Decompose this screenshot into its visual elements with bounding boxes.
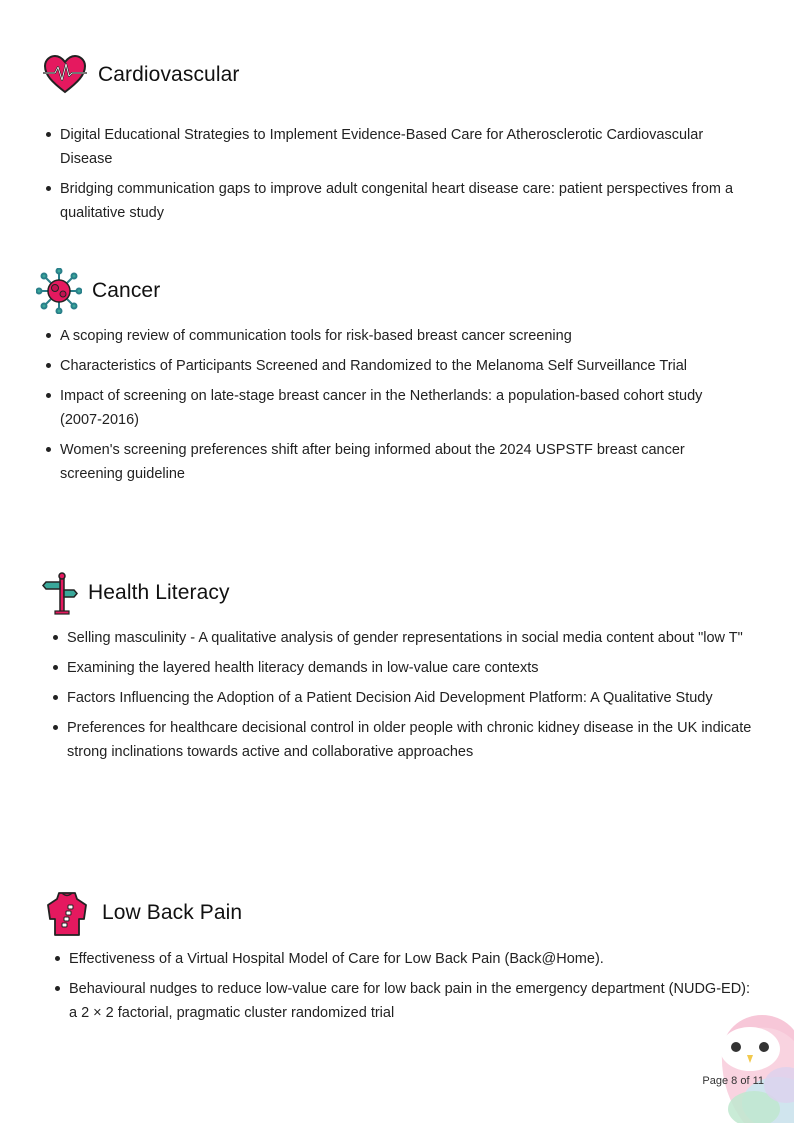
heart-pulse-icon (42, 52, 88, 98)
section-title-health-literacy: Health Literacy (88, 581, 230, 604)
section-title-cancer: Cancer (92, 279, 161, 302)
list-item: Behavioural nudges to reduce low-value care for low back pain in the emergency department (NUDG-ED): a 2 × 2 factorial, pragmatic cluster randomized trial (55, 977, 755, 1025)
health-literacy-list (53, 626, 753, 770)
cancer-cell-icon (36, 268, 82, 314)
section-header-cardiovascular (42, 52, 239, 98)
list-item: Selling masculinity - A qualitative analysis of gender representations in social media content about "low T" (53, 626, 753, 650)
list-item: Preferences for healthcare decisional control in older people with chronic kidney disease in the UK indicate strong inclinations towards active and collaborative approaches (53, 716, 753, 764)
list-item: Examining the layered health literacy demands in low-value care contexts (53, 656, 753, 680)
list-item: Factors Influencing the Adoption of a Patient Decision Aid Development Platform: A Qualitative Study (53, 686, 753, 710)
list-item: Women's screening preferences shift after being informed about the 2024 USPSTF breast cancer screening guideline (46, 438, 746, 486)
cancer-list (46, 324, 746, 492)
section-header-cancer (36, 268, 160, 314)
signpost-icon (40, 570, 86, 616)
owl-mascot-icon (714, 1011, 794, 1123)
list-item: Bridging communication gaps to improve adult congenital heart disease care: patient perspectives from a qualitative study (46, 177, 746, 225)
list-item: Characteristics of Participants Screened and Randomized to the Melanoma Self Surveillance Trial (46, 354, 746, 378)
list-item: A scoping review of communication tools for risk-based breast cancer screening (46, 324, 746, 348)
section-title-low-back-pain: Low Back Pain (102, 901, 243, 924)
cardiovascular-list (46, 123, 746, 231)
list-item: Effectiveness of a Virtual Hospital Model of Care for Low Back Pain (Back@Home). (55, 947, 755, 971)
page-number: Page 8 of 11 (702, 1075, 764, 1087)
section-header-low-back-pain (44, 889, 242, 937)
list-item: Impact of screening on late-stage breast cancer in the Netherlands: a population-based cohort study (2007-2016) (46, 384, 746, 432)
section-title-cardiovascular: Cardiovascular (98, 63, 240, 86)
low-back-pain-list (55, 947, 755, 1031)
section-header-health-literacy (40, 570, 230, 616)
list-item: Digital Educational Strategies to Implement Evidence-Based Care for Atherosclerotic Cardiovascular Disease (46, 123, 746, 171)
back-spine-icon (44, 889, 90, 937)
